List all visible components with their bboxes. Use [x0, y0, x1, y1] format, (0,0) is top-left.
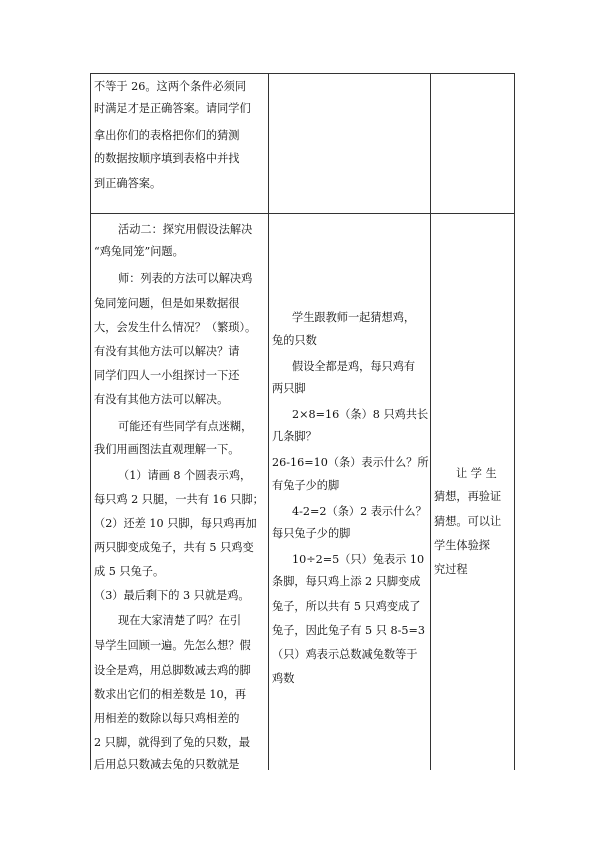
text-line: 每只兔子少的脚 [272, 527, 351, 540]
text-line: 同学们四人一小组探讨一下还 [94, 369, 240, 382]
text-line: 10÷2=5（只）兔表示 10 [292, 553, 425, 566]
column-divider-1 [268, 73, 269, 770]
text-line: 的数据按顺序填到表格中并找 [94, 152, 240, 165]
text-line: （2）还差 10 只脚，每只鸡再加 [94, 517, 257, 530]
text-line: 兔子，因此兔子有 5 只 8-5=3 [272, 624, 425, 637]
text-line: “鸡兔同笼”问题。 [94, 245, 184, 258]
text-line: 假设全都是鸡，每只鸡有 [292, 360, 416, 373]
text-line: 条脚，每只鸡上添 2 只脚变成 [272, 575, 421, 588]
text-line: 2 只脚，就得到了兔的只数，最 [94, 736, 251, 749]
text-line: 猜想。可以让 [434, 515, 502, 528]
text-line: 让 学 生 [456, 467, 497, 480]
text-line: 兔的只数 [272, 334, 317, 347]
text-line: 4-2=2（条）2 表示什么？ [292, 505, 427, 518]
column-divider-2 [430, 73, 431, 770]
text-line: 可能还有些同学有点迷糊， [118, 420, 253, 433]
text-line: 几条脚？ [272, 430, 317, 443]
text-line: 猜想，再验证 [434, 490, 502, 503]
text-line: 现在大家清楚了吗？在引 [118, 614, 242, 627]
text-line: 我们用画图法直观理解一下。 [94, 443, 240, 456]
table-left-border [90, 73, 91, 770]
text-line: 每只鸡 2 只腿，一共有 16 只脚； [94, 493, 264, 506]
text-line: 用相差的数除以每只鸡相差的 [94, 712, 240, 725]
row-divider [90, 213, 515, 214]
text-line: 两只脚变成兔子，共有 5 只鸡变 [94, 541, 254, 554]
text-line: 到正确答案。 [94, 177, 162, 190]
text-line: 兔同笼问题，但是如果数据很 [94, 297, 240, 310]
text-line: 26-16=10（条）表示什么？所 [272, 456, 429, 469]
text-line: 究过程 [434, 563, 468, 576]
text-line: 有兔子少的脚 [272, 479, 340, 492]
text-line: 时满足才是正确答案。请同学们 [94, 102, 251, 115]
text-line: （只）鸡表示总数减兔数等于 [272, 648, 418, 661]
text-line: 学生跟教师一起猜想鸡， [292, 311, 416, 324]
text-line: 师：列表的方法可以解决鸡 [118, 272, 253, 285]
text-line: 有没有其他方法可以解决。 [94, 393, 229, 406]
text-line: （1）请画 8 个圆表示鸡， [118, 469, 252, 482]
text-line: 数求出它们的相差数是 10，再 [94, 688, 247, 701]
text-line: 兔子，所以共有 5 只鸡变成了 [272, 600, 421, 613]
text-line: 鸡数 [272, 672, 295, 685]
text-line: 不等于 26。这两个条件必须同 [94, 80, 247, 93]
text-line: 拿出你们的表格把你们的猜测 [94, 129, 240, 142]
table-right-border [514, 73, 515, 770]
text-line: 导学生回顾一遍。先怎么想？假 [94, 639, 251, 652]
table-top-border [90, 73, 515, 74]
text-line: 设全是鸡，用总脚数减去鸡的脚 [94, 664, 251, 677]
text-line: 后用总只数减去兔的只数就是 [94, 758, 240, 771]
text-line: 学生体验探 [434, 539, 490, 552]
text-line: 有没有其他方法可以解决？请 [94, 345, 240, 358]
text-line: 成 5 只兔子。 [94, 565, 165, 578]
text-line: 2×8=16（条）8 只鸡共长 [292, 408, 429, 421]
text-line: 大，会发生什么情况？（繁琐）。 [94, 321, 257, 334]
text-line: （3）最后剩下的 3 只就是鸡。 [94, 589, 250, 602]
text-line: 活动二：探究用假设法解决 [118, 223, 253, 236]
text-line: 两只脚 [272, 382, 306, 395]
